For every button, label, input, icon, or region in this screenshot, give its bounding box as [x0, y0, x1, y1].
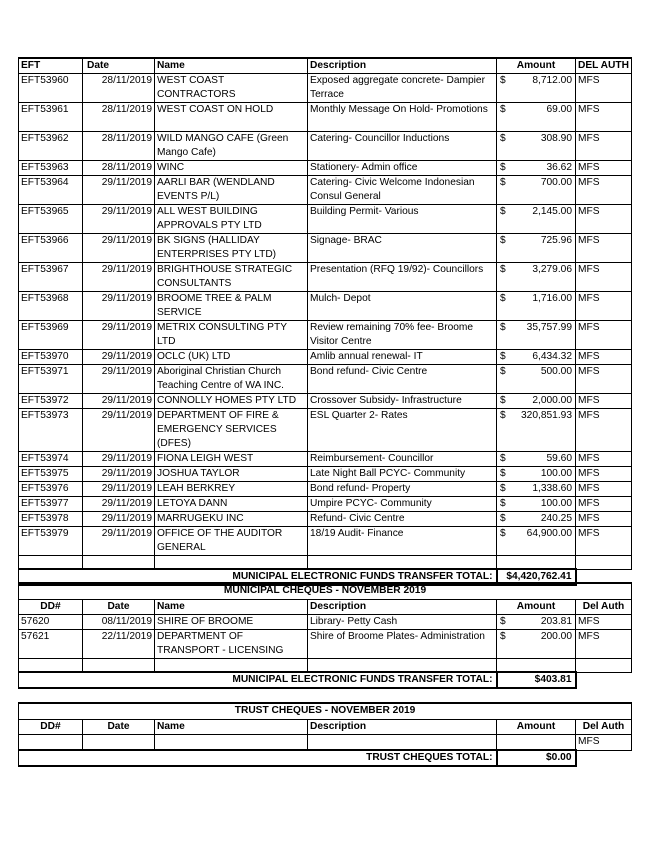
- eft-id-cell: EFT53967: [19, 263, 83, 292]
- empty-cell: [576, 659, 632, 673]
- empty-cell: [155, 556, 308, 570]
- currency-symbol: $: [500, 395, 506, 406]
- del-auth-cell: MFS: [576, 615, 632, 630]
- amount-value: 203.81: [540, 616, 572, 627]
- amount-cell: [497, 615, 576, 630]
- col-header-del-auth: Del Auth: [576, 600, 632, 615]
- currency-symbol: $: [500, 498, 506, 509]
- currency-symbol: $: [500, 483, 506, 494]
- date-cell: 29/11/2019: [83, 365, 155, 394]
- col-header-amount: Amount: [497, 600, 576, 615]
- description-cell: Signage- BRAC: [308, 234, 497, 263]
- table-row: [19, 482, 632, 497]
- amount-value: 36.62: [546, 162, 572, 173]
- currency-symbol: $: [500, 293, 506, 304]
- dd-cell: 57620: [19, 615, 83, 630]
- name-cell: BK SIGNS (HALLIDAY ENTERPRISES PTY LTD): [155, 234, 308, 263]
- currency-symbol: $: [500, 513, 506, 524]
- eft-id-cell: EFT53971: [19, 365, 83, 394]
- currency-symbol: $: [500, 235, 506, 246]
- eft-id-cell: EFT53978: [19, 512, 83, 527]
- table-row: [19, 556, 632, 570]
- col-header-dd: DD#: [19, 600, 83, 615]
- table-row: [19, 176, 632, 205]
- col-header-dd: DD#: [19, 720, 83, 735]
- cheques-table: [18, 582, 632, 689]
- amount-cell: [497, 512, 576, 527]
- currency-symbol: $: [500, 351, 506, 362]
- cheques-title: MUNICIPAL CHEQUES - NOVEMBER 2019: [19, 583, 632, 600]
- description-cell: Catering- Councillor Inductions: [308, 132, 497, 161]
- name-cell: WILD MANGO CAFE (Green Mango Cafe): [155, 132, 308, 161]
- description-cell: Stationery- Admin office: [308, 161, 497, 176]
- eft-total-label: MUNICIPAL ELECTRONIC FUNDS TRANSFER TOTAL:: [19, 569, 497, 585]
- del-auth-cell: MFS: [576, 394, 632, 409]
- table-row: [19, 205, 632, 234]
- name-cell: OFFICE OF THE AUDITOR GENERAL: [155, 527, 308, 556]
- trust-header-row: [19, 720, 632, 735]
- date-cell: 08/11/2019: [83, 615, 155, 630]
- eft-total-value: $4,420,762.41: [497, 569, 576, 585]
- currency-symbol: $: [500, 206, 506, 217]
- eft-id-cell: EFT53961: [19, 103, 83, 132]
- col-header-description: Description: [308, 600, 497, 615]
- empty-cell: [308, 556, 497, 570]
- empty-cell: [19, 659, 83, 673]
- date-cell: 28/11/2019: [83, 161, 155, 176]
- empty-cell: [576, 556, 632, 570]
- amount-value: 500.00: [540, 366, 572, 377]
- amount-value: 64,900.00: [526, 528, 572, 539]
- eft-id-cell: EFT53972: [19, 394, 83, 409]
- description-cell: Presentation (RFQ 19/92)- Councillors: [308, 263, 497, 292]
- description-cell: Refund- Civic Centre: [308, 512, 497, 527]
- eft-id-cell: EFT53975: [19, 467, 83, 482]
- amount-cell: [497, 452, 576, 467]
- empty-cell: [83, 659, 155, 673]
- empty-cell: [497, 659, 576, 673]
- amount-value: 1,716.00: [532, 293, 572, 304]
- del-auth-cell: MFS: [576, 234, 632, 263]
- eft-id-cell: EFT53970: [19, 350, 83, 365]
- amount-cell: [497, 735, 576, 751]
- amount-cell: [497, 365, 576, 394]
- eft-id-cell: EFT53973: [19, 409, 83, 452]
- del-auth-cell: MFS: [576, 409, 632, 452]
- description-cell: Amlib annual renewal- IT: [308, 350, 497, 365]
- table-row: [19, 512, 632, 527]
- amount-value: 6,434.32: [532, 351, 572, 362]
- name-cell: FIONA LEIGH WEST: [155, 452, 308, 467]
- table-row: [19, 132, 632, 161]
- del-auth-cell: MFS: [576, 74, 632, 103]
- amount-value: 2,000.00: [532, 395, 572, 406]
- date-cell: 29/11/2019: [83, 452, 155, 467]
- table-row: [19, 394, 632, 409]
- date-cell: 22/11/2019: [83, 630, 155, 659]
- name-cell: METRIX CONSULTING PTY LTD: [155, 321, 308, 350]
- col-header-amount: Amount: [497, 58, 576, 74]
- del-auth-cell: MFS: [576, 176, 632, 205]
- name-cell: WINC: [155, 161, 308, 176]
- name-cell: CONNOLLY HOMES PTY LTD: [155, 394, 308, 409]
- col-header-date: Date: [83, 58, 155, 74]
- del-auth-cell: MFS: [576, 205, 632, 234]
- amount-value: 59.60: [546, 453, 572, 464]
- date-cell: 29/11/2019: [83, 234, 155, 263]
- date-cell: 29/11/2019: [83, 482, 155, 497]
- col-header-description: Description: [308, 720, 497, 735]
- date-cell: 28/11/2019: [83, 103, 155, 132]
- date-cell: 28/11/2019: [83, 74, 155, 103]
- eft-id-cell: EFT53969: [19, 321, 83, 350]
- eft-id-cell: EFT53979: [19, 527, 83, 556]
- eft-id-cell: EFT53965: [19, 205, 83, 234]
- amount-cell: [497, 467, 576, 482]
- description-cell: Building Permit- Various: [308, 205, 497, 234]
- currency-symbol: $: [500, 162, 506, 173]
- del-auth-cell: MFS: [576, 467, 632, 482]
- del-auth-cell: MFS: [576, 512, 632, 527]
- amount-cell: [497, 103, 576, 132]
- trust-total-row: [19, 750, 632, 766]
- col-header-description: Description: [308, 58, 497, 74]
- description-cell: Late Night Ball PCYC- Community: [308, 467, 497, 482]
- name-cell: LEAH BERKREY: [155, 482, 308, 497]
- date-cell: 29/11/2019: [83, 409, 155, 452]
- description-cell: Bond refund- Property: [308, 482, 497, 497]
- date-cell: 29/11/2019: [83, 292, 155, 321]
- col-header-date: Date: [83, 600, 155, 615]
- name-cell: DEPARTMENT OF FIRE & EMERGENCY SERVICES (DFES): [155, 409, 308, 452]
- table-row: [19, 497, 632, 512]
- amount-cell: [497, 176, 576, 205]
- table-row: [19, 735, 632, 751]
- amount-cell: [497, 409, 576, 452]
- currency-symbol: $: [500, 177, 506, 188]
- amount-cell: [497, 527, 576, 556]
- description-cell: Reimbursement- Councillor: [308, 452, 497, 467]
- table-row: [19, 103, 632, 132]
- name-cell: AARLI BAR (WENDLAND EVENTS P/L): [155, 176, 308, 205]
- name-cell: ALL WEST BUILDING APPROVALS PTY LTD: [155, 205, 308, 234]
- description-cell: Review remaining 70% fee- Broome Visitor Centre: [308, 321, 497, 350]
- currency-symbol: $: [500, 264, 506, 275]
- amount-cell: [497, 394, 576, 409]
- cheques-total-row: [19, 672, 632, 688]
- description-cell: Bond refund- Civic Centre: [308, 365, 497, 394]
- eft-id-cell: EFT53968: [19, 292, 83, 321]
- table-row: [19, 321, 632, 350]
- trust-total-value: $0.00: [497, 750, 576, 766]
- amount-value: 8,712.00: [532, 75, 572, 86]
- date-cell: [83, 735, 155, 751]
- del-auth-cell: MFS: [576, 452, 632, 467]
- description-cell: Library- Petty Cash: [308, 615, 497, 630]
- amount-value: 320,851.93: [521, 410, 572, 421]
- description-cell: Umpire PCYC- Community: [308, 497, 497, 512]
- cheques-total-value: $403.81: [497, 672, 576, 688]
- empty-cell: [308, 659, 497, 673]
- description-cell: Shire of Broome Plates- Administration: [308, 630, 497, 659]
- table-row: [19, 292, 632, 321]
- amount-cell: [497, 263, 576, 292]
- description-cell: 18/19 Audit- Finance: [308, 527, 497, 556]
- table-row: [19, 527, 632, 556]
- description-cell: Crossover Subsidy- Infrastructure: [308, 394, 497, 409]
- col-header-del-auth: DEL AUTH: [576, 58, 632, 74]
- description-cell: Monthly Message On Hold- Promotions: [308, 103, 497, 132]
- amount-value: 69.00: [546, 104, 572, 115]
- name-cell: MARRUGEKU INC: [155, 512, 308, 527]
- amount-value: 1,338.60: [532, 483, 572, 494]
- currency-symbol: $: [500, 75, 506, 86]
- name-cell: Aboriginal Christian Church Teaching Centre of WA INC.: [155, 365, 308, 394]
- amount-value: 200.00: [540, 631, 572, 642]
- currency-symbol: $: [500, 528, 506, 539]
- cheques-title-row: [19, 583, 632, 600]
- del-auth-cell: MFS: [576, 735, 632, 751]
- currency-symbol: $: [500, 104, 506, 115]
- description-cell: [308, 735, 497, 751]
- trust-total-label: TRUST CHEQUES TOTAL:: [19, 750, 497, 766]
- col-header-amount: Amount: [497, 720, 576, 735]
- date-cell: 29/11/2019: [83, 497, 155, 512]
- amount-value: 700.00: [540, 177, 572, 188]
- currency-symbol: $: [500, 468, 506, 479]
- eft-id-cell: EFT53963: [19, 161, 83, 176]
- table-row: [19, 365, 632, 394]
- date-cell: 29/11/2019: [83, 321, 155, 350]
- currency-symbol: $: [500, 616, 506, 627]
- table-row: [19, 659, 632, 673]
- cheques-total-label: MUNICIPAL ELECTRONIC FUNDS TRANSFER TOTAL:: [19, 672, 497, 688]
- eft-id-cell: EFT53966: [19, 234, 83, 263]
- amount-value: 100.00: [540, 498, 572, 509]
- amount-cell: [497, 161, 576, 176]
- eft-table: [18, 57, 632, 586]
- del-auth-cell: MFS: [576, 321, 632, 350]
- amount-cell: [497, 482, 576, 497]
- name-cell: BRIGHTHOUSE STRATEGIC CONSULTANTS: [155, 263, 308, 292]
- col-header-del-auth: Del Auth: [576, 720, 632, 735]
- cheques-header-row: [19, 600, 632, 615]
- description-cell: Catering- Civic Welcome Indonesian Consul General: [308, 176, 497, 205]
- eft-id-cell: EFT53962: [19, 132, 83, 161]
- empty-cell: [497, 556, 576, 570]
- trust-title-row: [19, 703, 632, 720]
- amount-value: 308.90: [540, 133, 572, 144]
- table-row: [19, 161, 632, 176]
- date-cell: 29/11/2019: [83, 512, 155, 527]
- trust-title: TRUST CHEQUES - NOVEMBER 2019: [19, 703, 632, 720]
- date-cell: 29/11/2019: [83, 176, 155, 205]
- name-cell: JOSHUA TAYLOR: [155, 467, 308, 482]
- amount-cell: [497, 74, 576, 103]
- eft-id-cell: EFT53976: [19, 482, 83, 497]
- amount-cell: [497, 234, 576, 263]
- col-header-name: Name: [155, 58, 308, 74]
- table-row: [19, 350, 632, 365]
- description-cell: ESL Quarter 2- Rates: [308, 409, 497, 452]
- amount-cell: [497, 292, 576, 321]
- amount-cell: [497, 497, 576, 512]
- name-cell: BROOME TREE & PALM SERVICE: [155, 292, 308, 321]
- empty-cell: [155, 659, 308, 673]
- amount-value: 100.00: [540, 468, 572, 479]
- dd-cell: 57621: [19, 630, 83, 659]
- del-auth-cell: MFS: [576, 497, 632, 512]
- table-row: [19, 467, 632, 482]
- del-auth-cell: MFS: [576, 365, 632, 394]
- col-header-name: Name: [155, 600, 308, 615]
- table-row: [19, 74, 632, 103]
- del-auth-cell: MFS: [576, 482, 632, 497]
- table-row: [19, 409, 632, 452]
- eft-header-row: [19, 58, 632, 74]
- table-row: [19, 615, 632, 630]
- currency-symbol: $: [500, 631, 506, 642]
- amount-value: 725.96: [540, 235, 572, 246]
- empty-cell: [19, 556, 83, 570]
- amount-cell: [497, 630, 576, 659]
- currency-symbol: $: [500, 322, 506, 333]
- empty-cell: [576, 672, 632, 688]
- eft-id-cell: EFT53960: [19, 74, 83, 103]
- amount-value: 3,279.06: [532, 264, 572, 275]
- amount-value: 2,145.00: [532, 206, 572, 217]
- date-cell: 29/11/2019: [83, 350, 155, 365]
- name-cell: LETOYA DANN: [155, 497, 308, 512]
- col-header-eft: EFT: [19, 58, 83, 74]
- del-auth-cell: MFS: [576, 132, 632, 161]
- table-row: [19, 452, 632, 467]
- date-cell: 29/11/2019: [83, 205, 155, 234]
- date-cell: 29/11/2019: [83, 263, 155, 292]
- trust-table: [18, 702, 632, 767]
- date-cell: 29/11/2019: [83, 467, 155, 482]
- date-cell: 29/11/2019: [83, 527, 155, 556]
- amount-cell: [497, 205, 576, 234]
- table-row: [19, 234, 632, 263]
- amount-cell: [497, 132, 576, 161]
- dd-cell: [19, 735, 83, 751]
- name-cell: OCLC (UK) LTD: [155, 350, 308, 365]
- del-auth-cell: MFS: [576, 263, 632, 292]
- table-row: [19, 630, 632, 659]
- amount-cell: [497, 321, 576, 350]
- date-cell: 28/11/2019: [83, 132, 155, 161]
- del-auth-cell: MFS: [576, 161, 632, 176]
- col-header-date: Date: [83, 720, 155, 735]
- amount-value: 35,757.99: [526, 322, 572, 333]
- description-cell: Mulch- Depot: [308, 292, 497, 321]
- amount-cell: [497, 350, 576, 365]
- currency-symbol: $: [500, 453, 506, 464]
- date-cell: 29/11/2019: [83, 394, 155, 409]
- currency-symbol: $: [500, 410, 506, 421]
- currency-symbol: $: [500, 133, 506, 144]
- amount-value: 240.25: [540, 513, 572, 524]
- currency-symbol: $: [500, 366, 506, 377]
- table-row: [19, 263, 632, 292]
- name-cell: SHIRE OF BROOME: [155, 615, 308, 630]
- empty-cell: [83, 556, 155, 570]
- del-auth-cell: MFS: [576, 630, 632, 659]
- eft-id-cell: EFT53977: [19, 497, 83, 512]
- description-cell: Exposed aggregate concrete- Dampier Terrace: [308, 74, 497, 103]
- del-auth-cell: MFS: [576, 350, 632, 365]
- name-cell: [155, 735, 308, 751]
- name-cell: DEPARTMENT OF TRANSPORT - LICENSING: [155, 630, 308, 659]
- name-cell: WEST COAST ON HOLD: [155, 103, 308, 132]
- name-cell: WEST COAST CONTRACTORS: [155, 74, 308, 103]
- eft-id-cell: EFT53964: [19, 176, 83, 205]
- eft-id-cell: EFT53974: [19, 452, 83, 467]
- del-auth-cell: MFS: [576, 292, 632, 321]
- del-auth-cell: MFS: [576, 527, 632, 556]
- del-auth-cell: MFS: [576, 103, 632, 132]
- col-header-name: Name: [155, 720, 308, 735]
